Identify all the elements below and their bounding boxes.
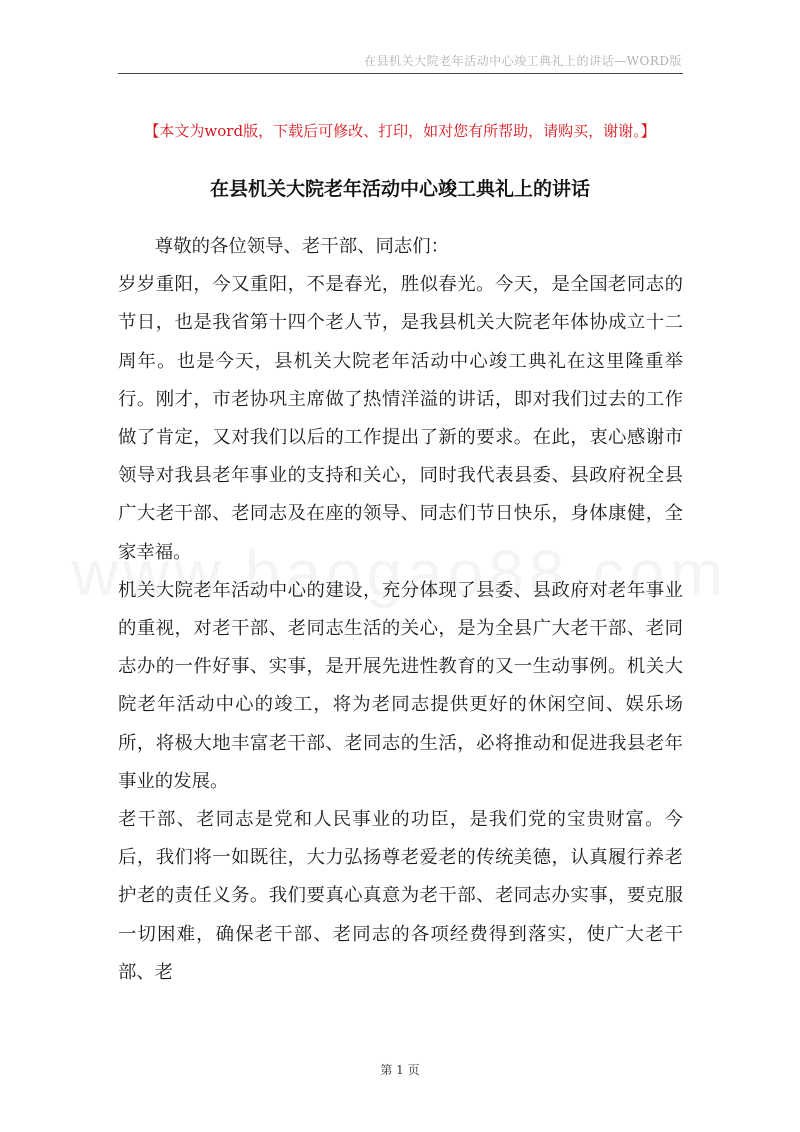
body-paragraph: 机关大院老年活动中心的建设，充分体现了县委、县政府对老年事业的重视，对老干部、老同志生活的关心，是为全县广大老干部、老同志办的一件好事、实事，是开展先进性教育的又一生动事例。机关大院老年活动中心的竣工，将为老同志提供更好的休闲空间、娱乐场所，将极大地丰富老干部、老同志的生活，必将推动和促进我县老年事业的发展。: [118, 579, 683, 792]
purchase-notice: 【本文为word版，下载后可修改、打印，如对您有所帮助，请购买，谢谢。】: [144, 122, 656, 140]
document-body: [118, 228, 683, 992]
running-header: 在县机关大院老年活动中心竣工典礼上的讲话—WORD版: [364, 54, 682, 68]
document-title: 在县机关大院老年活动中心竣工典礼上的讲话: [209, 178, 590, 200]
page-number: 第 1 页: [380, 1063, 420, 1077]
salutation-paragraph: 尊敬的各位领导、老干部、同志们：: [154, 236, 450, 257]
body-paragraph: 岁岁重阳，今又重阳，不是春光，胜似春光。今天，是全国老同志的节日，也是我省第十四个老人节，是我县机关大院老年体协成立十二周年。也是今天，县机关大院老年活动中心竣工典礼在这里隆重举行。刚才，市老协巩主席做了热情洋溢的讲话，即对我们过去的工作做了肯定，又对我们以后的工作提出了新的要求。在此，衷心感谢市领导对我县老年事业的支持和关心，同时我代表县委、县政府祝全县广大老干部、老同志及在座的领导、同志们节日快乐，身体康健，全家幸福。: [118, 274, 683, 563]
header-divider: [118, 73, 683, 74]
body-paragraph: 老干部、老同志是党和人民事业的功臣，是我们党的宝贵财富。今后，我们将一如既往，大力弘扬尊老爱老的传统美德，认真履行养老护老的责任义务。我们要真心真意为老干部、老同志办实事，要克服一切困难，确保老干部、老同志的各项经费得到落实，使广大老干部、老: [118, 809, 683, 983]
